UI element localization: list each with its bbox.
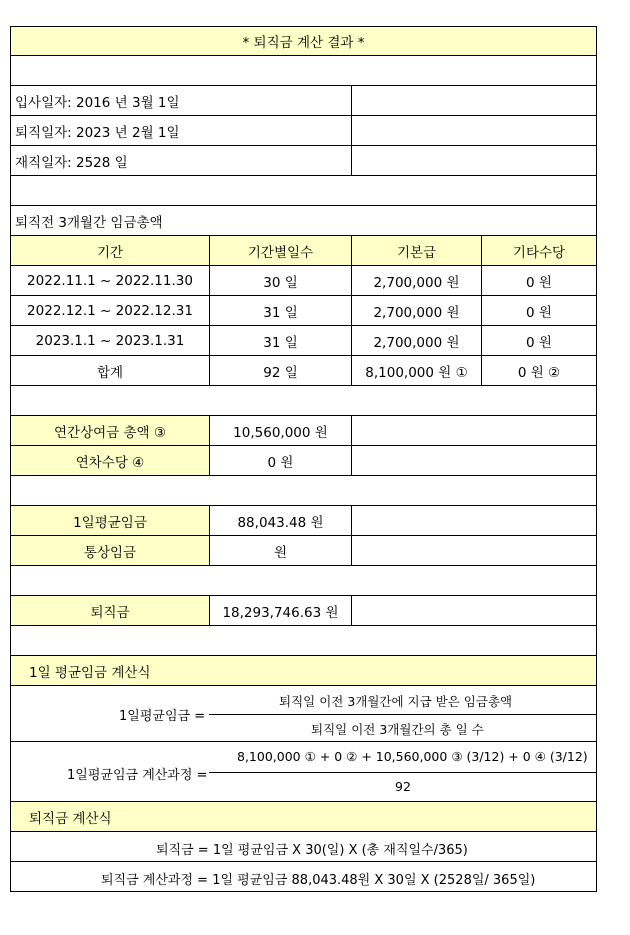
header-other-allowance: 기타수당	[481, 236, 596, 265]
fraction-line	[209, 714, 597, 715]
avg-formula-title-row	[10, 656, 597, 686]
avg-process-denominator: 92	[395, 779, 411, 794]
leave-label: 연차수당 ④	[11, 446, 209, 475]
retire-date: 퇴직일자: 2023 년 2월 1일	[15, 124, 180, 141]
total-label: 합계	[96, 364, 124, 381]
avg-formula-definition	[10, 686, 597, 742]
daily-avg-label: 1일평균임금	[11, 506, 209, 535]
sev-formula-line1: 퇴직금 = 1일 평균임금 X 30(일) X (총 재직일수/365)	[156, 843, 468, 858]
table-row: 2023.1.1 ~ 2023.1.31 31 일 2,700,000 원 0 원	[10, 326, 597, 356]
sev-formula-line1-row	[10, 832, 597, 862]
sheet-title: * 퇴직금 계산 결과 *	[242, 35, 365, 51]
table-total-row	[10, 356, 597, 386]
avg-formula-numerator: 퇴직일 이전 3개월간에 지급 받은 임금총액	[279, 694, 513, 709]
tenure-row	[10, 146, 597, 176]
spacer-row	[10, 476, 597, 506]
avg-formula-denominator: 퇴직일 이전 3개월간의 총 일 수	[311, 722, 484, 737]
table-row: 2022.11.1 ~ 2022.11.30 30 일 2,700,000 원 0 원	[10, 266, 597, 296]
spacer-row	[10, 386, 597, 416]
ordinary-wage-row	[10, 536, 597, 566]
table-row: 2022.12.1 ~ 2022.12.31 31 일 2,700,000 원 0 원	[10, 296, 597, 326]
severance-value: 18,293,746.63 원	[209, 596, 351, 625]
total-other-allowance: 0 원 ②	[481, 356, 596, 385]
daily-avg-row	[10, 506, 597, 536]
daily-avg-value: 88,043.48 원	[209, 506, 351, 535]
wage-table-header	[10, 236, 597, 266]
header-period: 기간	[96, 244, 124, 261]
avg-formula-label: 1일평균임금 =	[119, 709, 206, 724]
retire-date-row	[10, 116, 597, 146]
total-base-pay: 8,100,000 원 ①	[351, 356, 481, 385]
hire-date: 입사일자: 2016 년 3월 1일	[15, 94, 180, 111]
sev-formula-title-row	[10, 802, 597, 832]
ordinary-wage-value: 원	[209, 536, 351, 565]
bonus-label: 연간상여금 총액 ③	[11, 416, 209, 445]
avg-process-label: 1일평균임금 계산과정 =	[67, 768, 208, 783]
total-days: 92 일	[209, 356, 351, 385]
spacer-row	[10, 566, 597, 596]
leave-row	[10, 446, 597, 476]
spacer-row	[10, 176, 597, 206]
bonus-row	[10, 416, 597, 446]
severance-label: 퇴직금	[11, 596, 209, 625]
severance-result-sheet	[10, 26, 597, 892]
severance-row	[10, 596, 597, 626]
sev-formula-line2: 퇴직금 계산과정 = 1일 평균임금 88,043.48원 X 30일 X (2528일/ 365일)	[101, 873, 536, 888]
sev-formula-line2-row	[10, 862, 597, 892]
fraction-line	[209, 772, 597, 773]
avg-formula-process	[10, 742, 597, 802]
tenure-days: 재직일자: 2528 일	[15, 154, 128, 171]
wage-section-title: 퇴직전 3개월간 임금총액	[15, 214, 163, 231]
hire-date-row	[10, 86, 597, 116]
spacer-row	[10, 56, 597, 86]
ordinary-wage-label: 통상임금	[11, 536, 209, 565]
wage-section-title-row	[10, 206, 597, 236]
bonus-value: 10,560,000 원	[209, 416, 351, 445]
title-row	[10, 26, 597, 56]
avg-formula-title: 1일 평균임금 계산식	[29, 664, 151, 681]
sev-formula-title: 퇴직금 계산식	[29, 810, 112, 827]
leave-value: 0 원	[209, 446, 351, 475]
header-base-pay: 기본급	[351, 236, 481, 265]
header-days: 기간별일수	[209, 236, 351, 265]
spacer-row	[10, 626, 597, 656]
avg-process-numerator: 8,100,000 ① + 0 ② + 10,560,000 ③ (3/12) + 0 ④ (3/12)	[237, 749, 588, 764]
